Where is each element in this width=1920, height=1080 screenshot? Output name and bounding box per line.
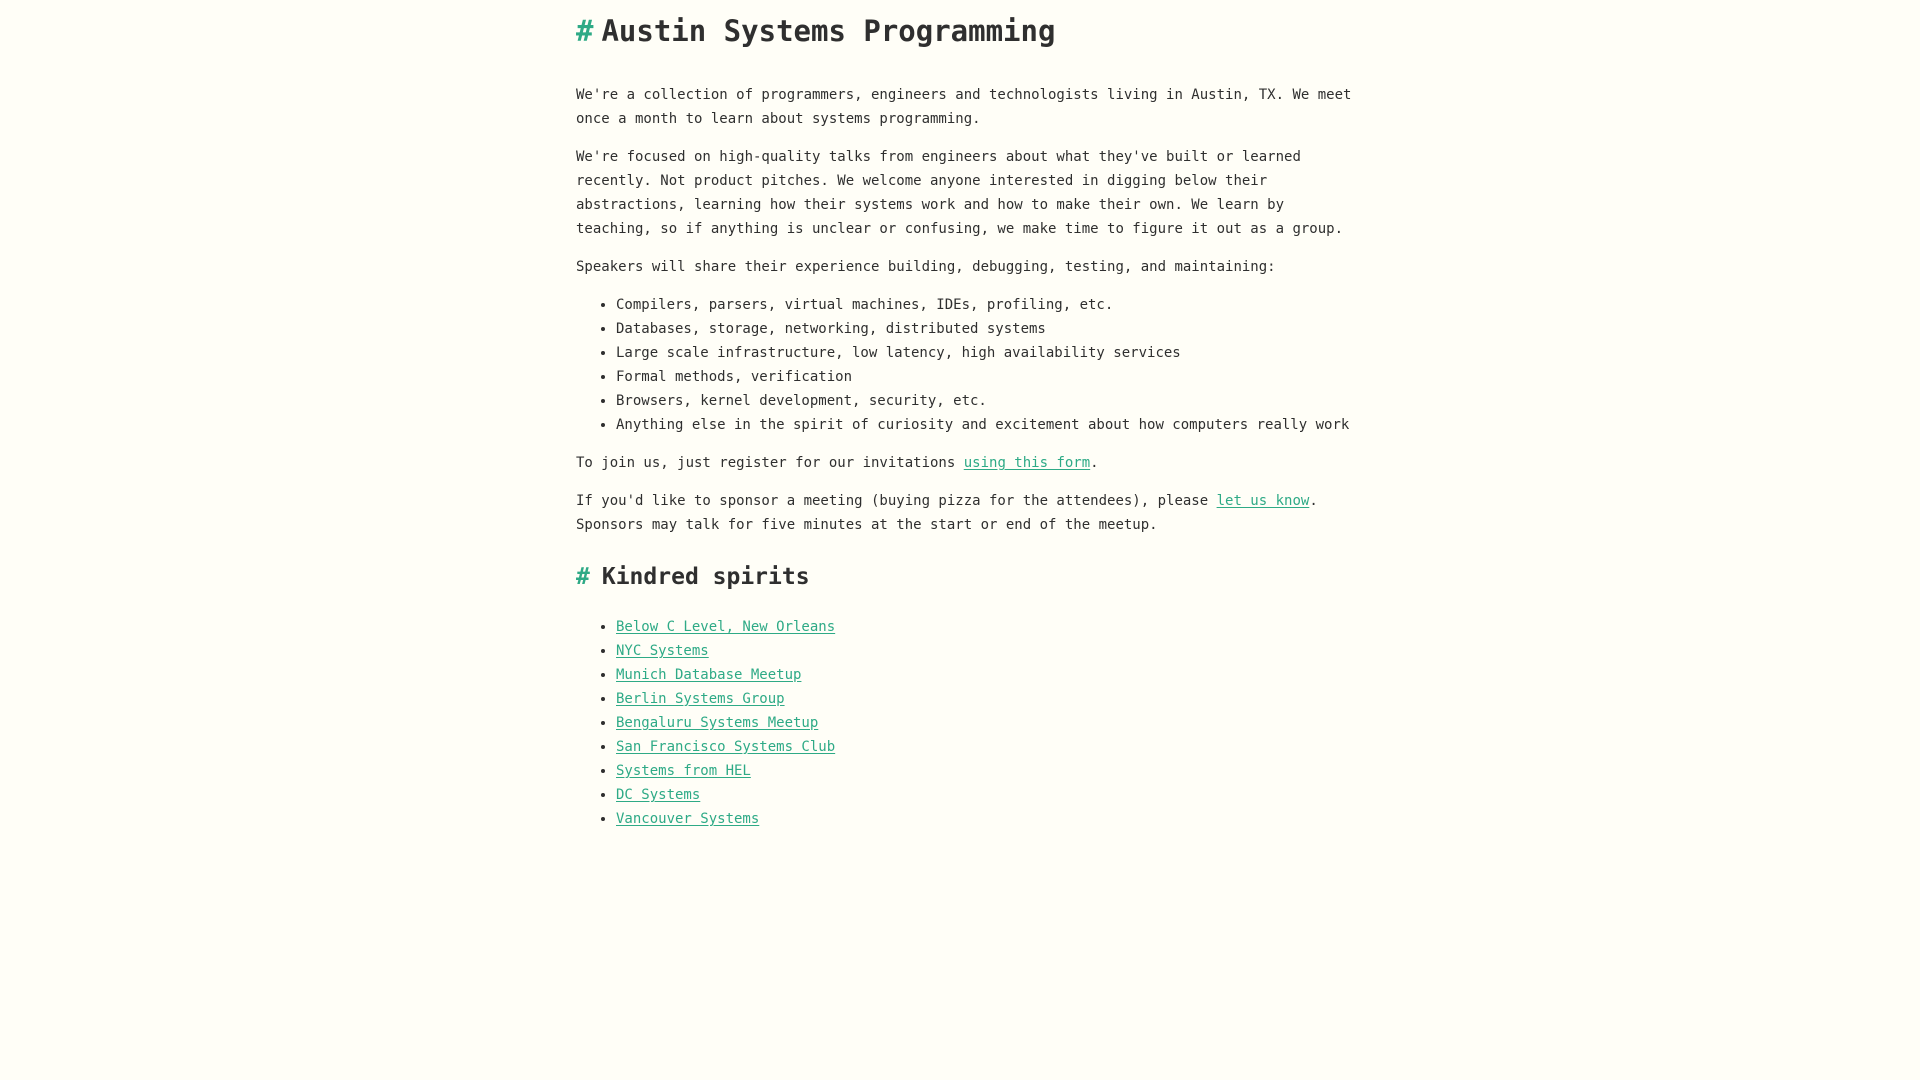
list-item: • Databases, storage, networking, distributed systems: [616, 317, 1356, 341]
title-text: Austin Systems Programming: [601, 14, 1056, 48]
page-content: [576, 0, 1356, 845]
kindred-heading: [576, 561, 1356, 593]
kindred-link-nyc-systems[interactable]: NYC Systems: [616, 643, 709, 659]
list-item: • Large scale infrastructure, low latency, high availability services: [616, 341, 1356, 365]
intro-paragraph-1: We're a collection of programmers, engineers and technologists living in Austin, TX. We meet once a month to learn about systems programming.: [576, 87, 1352, 127]
kindred-link-munich-database[interactable]: Munich Database Meetup: [616, 667, 802, 683]
list-item: [616, 735, 1356, 759]
list-item: [616, 687, 1356, 711]
join-paragraph: [576, 451, 1356, 475]
list-item: • Compilers, parsers, virtual machines, IDEs, profiling, etc.: [616, 293, 1356, 317]
kindred-link-berlin-systems[interactable]: Berlin Systems Group: [616, 691, 785, 707]
kindred-link-below-c-level[interactable]: Below C Level, New Orleans: [616, 619, 836, 635]
list-item: • Browsers, kernel development, security, etc.: [616, 389, 1356, 413]
sponsor-text-after: . Sponsors may talk for five minutes at the start or end of the meetup.: [576, 493, 1318, 533]
contact-link[interactable]: let us know: [1216, 493, 1310, 509]
topics-list: [576, 293, 1356, 437]
kindred-link-dc-systems[interactable]: DC Systems: [616, 787, 701, 803]
kindred-title: Kindred spirits: [601, 564, 810, 590]
page-title: [576, 11, 1356, 51]
kindred-hash: #: [576, 564, 590, 590]
kindred-link-san-francisco-systems[interactable]: San Francisco Systems Club: [616, 739, 836, 755]
list-item: [616, 711, 1356, 735]
list-item: [616, 639, 1356, 663]
intro-paragraph-3: Speakers will share their experience building, debugging, testing, and maintaining:: [576, 259, 1276, 275]
sponsor-text-before: If you'd like to sponsor a meeting (buying pizza for the attendees), please: [576, 493, 1217, 509]
intro-paragraph-2: We're focused on high-quality talks from engineers about what they've built or learned recently. Not product pitches. We welcome anyone interested in digging below their abstractions, learning how their systems work and how to make their own. We learn by teaching, so if anything is unclear or confusing, we make time to figure it out as a group.: [576, 149, 1344, 237]
kindred-link-systems-from-hel[interactable]: Systems from HEL: [616, 763, 751, 779]
kindred-link-bengaluru-systems[interactable]: Bengaluru Systems Meetup: [616, 715, 819, 731]
join-text-after: .: [1090, 455, 1099, 471]
list-item: [616, 759, 1356, 783]
list-item: [616, 663, 1356, 687]
kindred-link-vancouver-systems[interactable]: Vancouver Systems: [616, 811, 760, 827]
list-item: • Anything else in the spirit of curiosity and excitement about how computers really work: [616, 413, 1356, 437]
list-item: [616, 807, 1356, 831]
list-item: • Formal methods, verification: [616, 365, 1356, 389]
join-text-before: To join us, just register for our invitations: [576, 455, 964, 471]
list-item: [616, 783, 1356, 807]
title-hash: #: [576, 14, 594, 48]
sponsor-paragraph: [576, 489, 1356, 537]
registration-form-link[interactable]: using this form: [963, 455, 1091, 471]
list-item: [616, 615, 1356, 639]
kindred-list: [576, 615, 1356, 831]
